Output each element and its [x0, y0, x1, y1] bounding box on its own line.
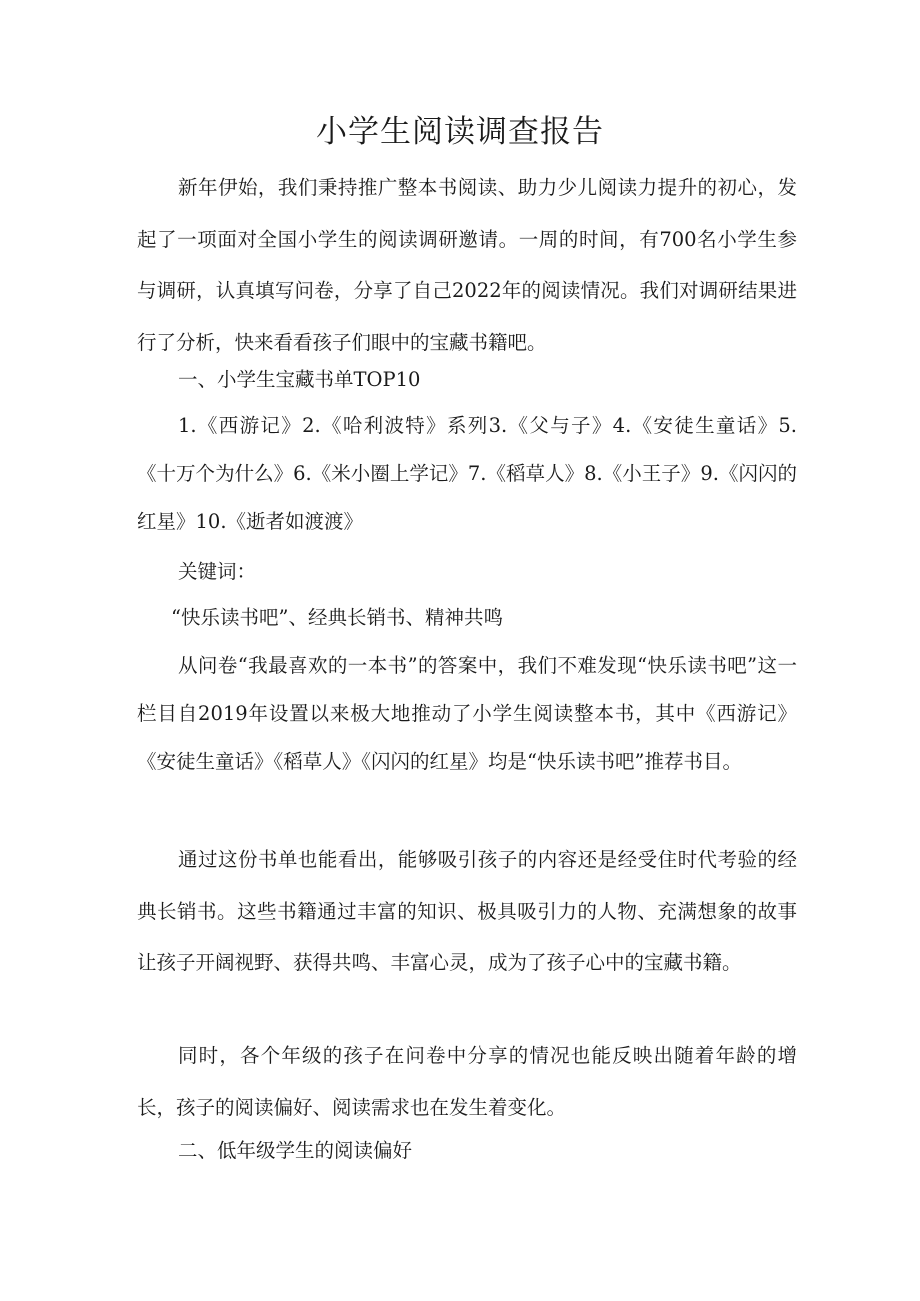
- section-heading-lower-grades: 二、低年级学生的阅读偏好: [178, 1139, 413, 1162]
- keywords-label: 关键词：: [178, 560, 257, 583]
- book-list-paragraph: 1.《西游记》2.《哈利波特》系列3.《父与子》4.《安徒生童话》5.《十万个为什么》6.《米小圈上学记》7.《稻草人》8.《小王子》9.《闪闪的红星》10.《逝者如渡渡》: [137, 414, 797, 533]
- keywords-list: “快乐读书吧”、经典长销书、精神共鸣: [171, 606, 503, 629]
- section-heading-top10: 一、小学生宝藏书单TOP10: [178, 368, 421, 391]
- questionnaire-paragraph: 从问卷“我最喜欢的一本书”的答案中，我们不难发现“快乐读书吧”这一栏目自2019年设置以来极大地推动了小学生阅读整本书，其中《西游记》《安徒生童话》《稻草人》《闪闪的红星》均是“快乐读书吧”推荐书目。: [137, 654, 797, 773]
- intro-paragraph: 新年伊始，我们秉持推广整本书阅读、助力少儿阅读力提升的初心，发起了一项面对全国小学生的阅读调研邀请。一周的时间，有700名小学生参与调研，认真填写问卷，分享了自己2022年的阅读情况。我们对调研结果进行了分析，快来看看孩子们眼中的宝藏书籍吧。: [137, 176, 797, 354]
- grade-change-paragraph: 同时，各个年级的孩子在问卷中分享的情况也能反映出随着年龄的增长，孩子的阅读偏好、阅读需求也在发生着变化。: [137, 1044, 797, 1119]
- booklist-analysis-paragraph: 通过这份书单也能看出，能够吸引孩子的内容还是经受住时代考验的经典长销书。这些书籍通过丰富的知识、极具吸引力的人物、充满想象的故事让孩子开阔视野、获得共鸣、丰富心灵，成为了孩子心中的宝藏书籍。: [137, 848, 797, 974]
- document-title: 小学生阅读调查报告: [316, 114, 604, 150]
